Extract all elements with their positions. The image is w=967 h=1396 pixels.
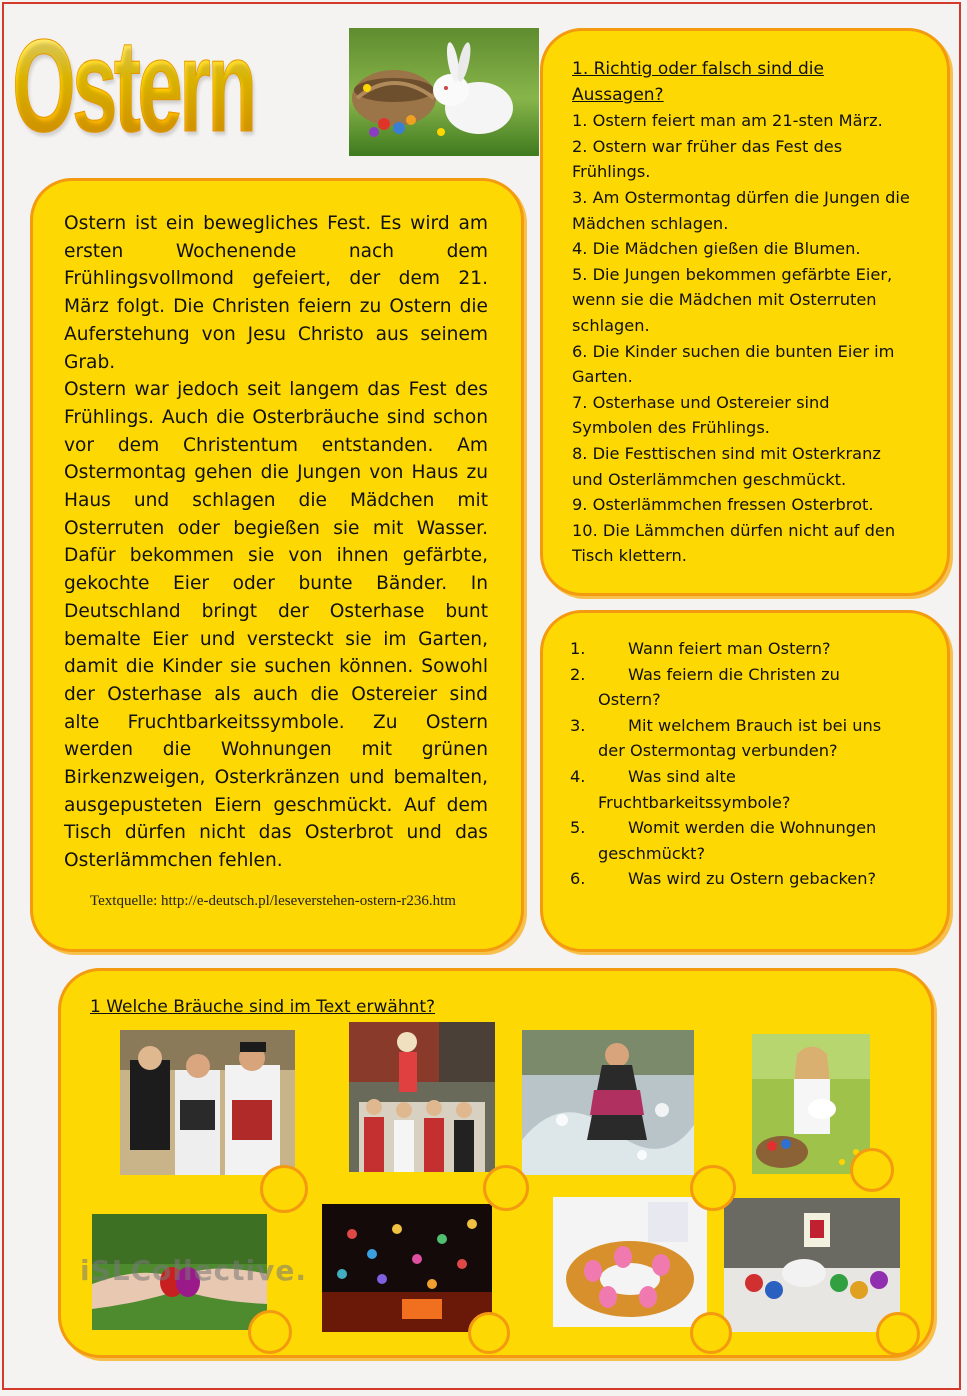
list-item: 6. Die Kinder suchen die bunten Eier im Garten. (572, 341, 895, 387)
question-item: 6. Was wird zu Ostern gebacken? (570, 869, 877, 889)
page-title: Ostern (12, 12, 254, 159)
customs-heading: 1 Welche Bräuche sind im Text erwähnt? (90, 997, 436, 1017)
question-item: 3. Mit welchem Brauch ist bei uns der Ostermontag verbunden? (570, 715, 882, 761)
easter-bread-photo (553, 1197, 707, 1327)
list-item: 1. Ostern feiert man am 21-sten März. (572, 111, 883, 131)
main-text (64, 210, 488, 875)
list-item: 4. Die Mädchen gießen die Blumen. (572, 239, 861, 259)
question-item: 4. Was sind alte Fruchtbarkeitssymbole? (570, 766, 791, 812)
costume-photo (120, 1030, 295, 1175)
water-splash-photo (522, 1030, 694, 1175)
text-source: Textquelle: http://e-deutsch.pl/leseverstehen-ostern-r236.htm (90, 893, 456, 909)
folk-group-photo (349, 1022, 495, 1172)
answer-circle[interactable] (850, 1148, 894, 1192)
list-item: 10. Die Lämmchen dürfen nicht auf den Tisch klettern. (572, 520, 896, 566)
list-item: 7. Osterhase und Ostereier sind Symbolen des Frühlings. (572, 392, 830, 438)
watermark: iSLCollective. (80, 1254, 308, 1287)
true-false-heading: 1. Richtig oder falsch sind die Aussagen? (572, 59, 824, 105)
list-item: 2. Ostern war früher das Fest des Frühlings. (572, 136, 843, 182)
answer-circle[interactable] (690, 1165, 736, 1211)
answer-circle[interactable] (483, 1165, 529, 1211)
list-item: 5. Die Jungen bekommen gefärbte Eier, wenn sie die Mädchen mit Osterruten schlagen. (572, 264, 893, 335)
egg-tree-photo (322, 1204, 492, 1332)
true-false-list (572, 57, 912, 569)
answer-circle[interactable] (690, 1312, 732, 1354)
answer-circle[interactable] (260, 1165, 308, 1213)
main-paragraph-2: Ostern war jedoch seit langem das Fest des Frühlings. Auch die Osterbräuche sind schon vor dem Christentum entstanden. Am Ostermontag gehen die Jungen von Haus zu Haus und schlagen die Mädchen mit Osterruten oder begießen sie mit Wasser. Dafür bekommen sie von ihnen gefärbte, gekochte Eier oder bunte Bänder. In Deutschland bringt der Osterhase bunt bemalte Eier und versteckt sie im Garten, damit die Kinder sie suchen können. Sowohl der Osterhase als auch die Ostereier sind alte Fruchtbarkeitssymbole. Zu Ostern werden die Wohnungen mit grünen Birkenzweigen, Osterkränzen und bemalten, ausgepusteten Eiern geschmückt. Auf dem Tisch dürfen nicht das Osterbrot und das Osterlämmchen fehlen. (64, 379, 488, 872)
bunny-photo (349, 28, 539, 156)
main-paragraph-1: Ostern ist ein bewegliches Fest. Es wird am ersten Wochenende nach dem Frühlingsvollmond gefeiert, der dem 21. März folgt. Die Christen feiern zu Ostern die Auferstehung von Jesu Christo aus seinem Grab. (64, 213, 488, 373)
answer-circle[interactable] (876, 1312, 920, 1356)
list-item: 9. Osterlämmchen fressen Osterbrot. (572, 495, 874, 515)
answer-circle[interactable] (468, 1312, 510, 1354)
girl-bunny-photo (752, 1034, 870, 1174)
question-item: 2. Was feiern die Christen zu Ostern? (570, 664, 840, 710)
questions-list (570, 636, 900, 892)
answer-circle[interactable] (248, 1310, 292, 1354)
easter-table-photo (724, 1198, 900, 1332)
list-item: 8. Die Festtischen sind mit Osterkranz und Osterlämmchen geschmückt. (572, 443, 881, 489)
list-item: 3. Am Ostermontag dürfen die Jungen die Mädchen schlagen. (572, 187, 910, 233)
question-item: 1. Wann feiert man Ostern? (570, 639, 831, 658)
question-item: 5. Womit werden die Wohnungen geschmückt? (570, 818, 877, 863)
